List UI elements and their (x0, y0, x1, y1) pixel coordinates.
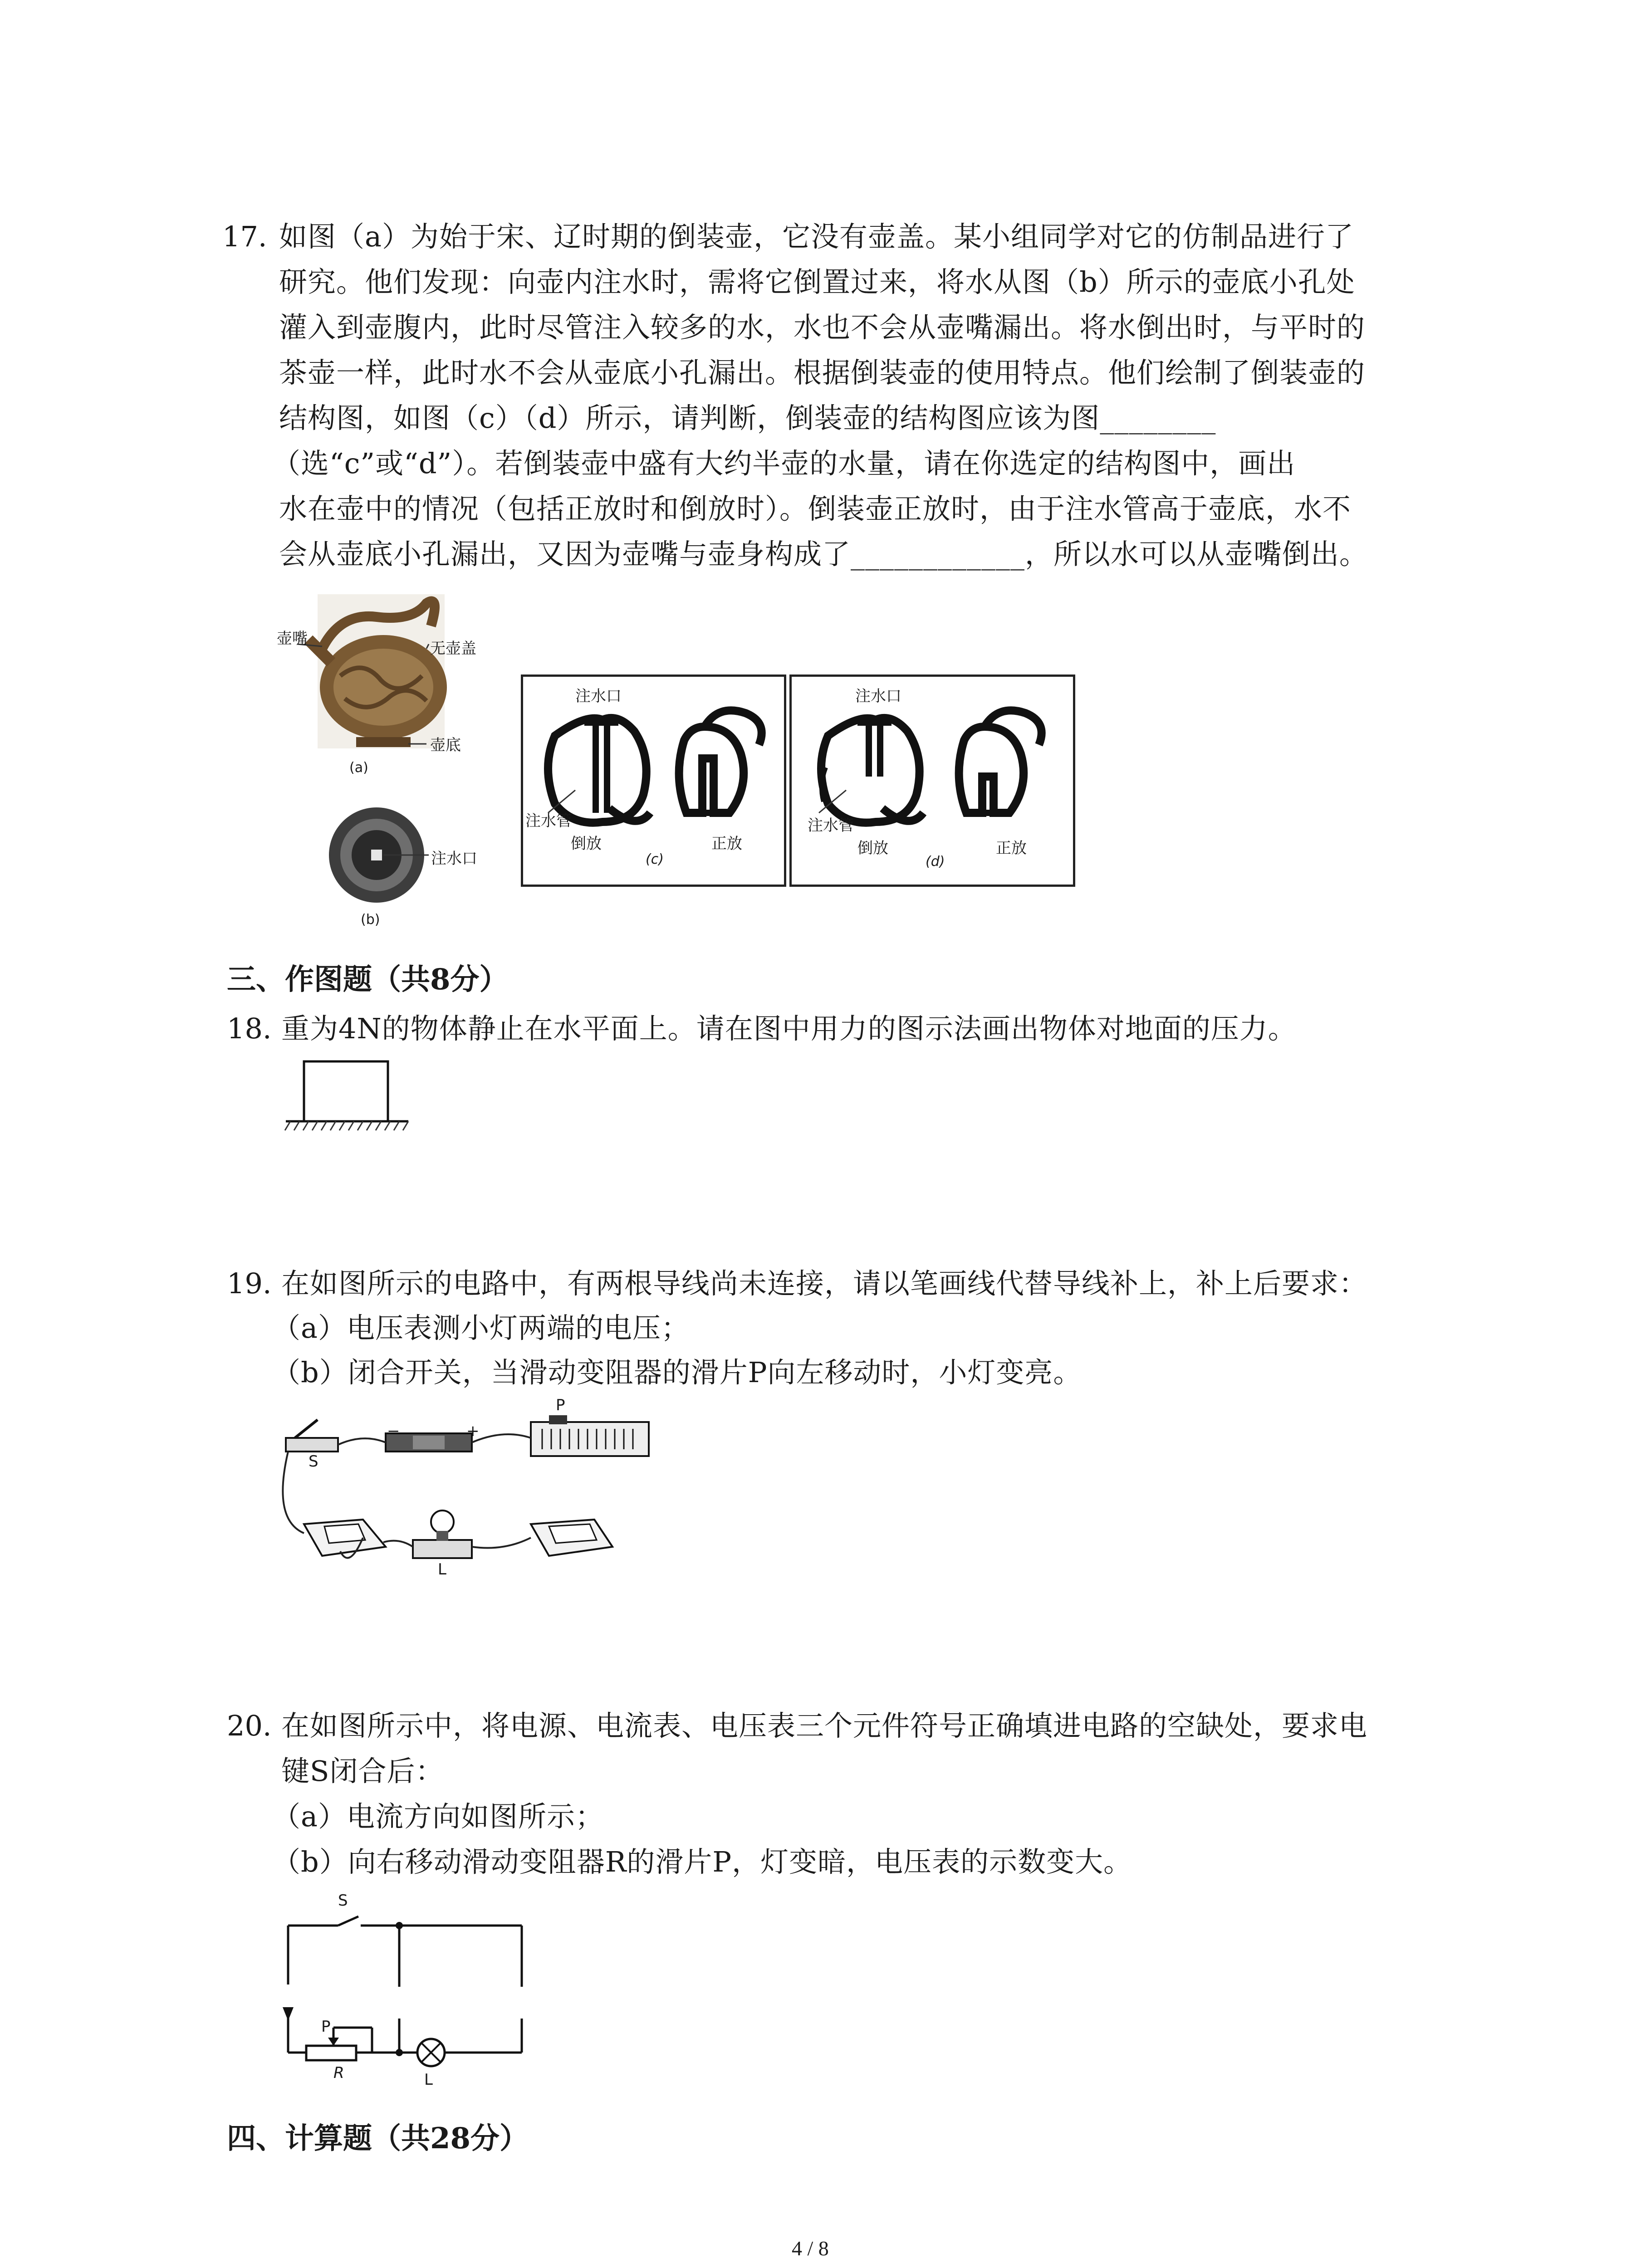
label-pipe: 注水管 (808, 816, 854, 835)
figure-circuit-photo (277, 1396, 662, 1592)
block-diagram (281, 1057, 417, 1134)
figure-a-teapot (277, 585, 513, 789)
figure-d (789, 675, 1075, 887)
label-inlet: 注水口 (855, 687, 901, 705)
label-upright: 正放 (711, 835, 742, 853)
label-rheostat: R (333, 2064, 344, 2082)
label-upright: 正放 (996, 839, 1027, 857)
question-text-line: 重为4N的物体静止在水平面上。请在图中用力的图示法画出物体对地面的压力。 (281, 1012, 1297, 1045)
caption-d: (d) (926, 854, 945, 870)
question-text-line: 结构图，如图（c）（d）所示，请判断，倒装壶的结构图应该为图________ (279, 401, 1216, 435)
caption-c: (c) (646, 851, 664, 867)
label-slider: P (556, 1396, 565, 1414)
question-text-line: 茶壶一样，此时水不会从壶底小孔漏出。根据倒装壶的使用特点。他们绘制了倒装壶的 (279, 356, 1366, 389)
label-slider: P (321, 2018, 331, 2036)
question-text-line: 水在壶中的情况（包括正放时和倒放时）。倒装壶正放时，由于注水管高于壶底，水不 (279, 492, 1352, 525)
question-number: 17. (222, 220, 267, 253)
label-battery-plus: + (466, 1422, 480, 1440)
label-battery-minus: − (387, 1422, 400, 1440)
label-bottom: 壶底 (430, 736, 461, 754)
question-text-line: （a）电压表测小灯两端的电压； (272, 1311, 690, 1344)
bottom-photo (318, 803, 436, 907)
label-upside-down: 倒放 (857, 839, 888, 857)
figure-c (521, 675, 786, 887)
label-pipe: 注水管 (525, 812, 572, 830)
caption-a: (a) (349, 760, 368, 776)
question-text-line: 在如图所示的电路中，有两根导线尚未连接，请以笔画线代替导线补上，补上后要求： (281, 1267, 1368, 1300)
question-text-line: （b）闭合开关，当滑动变阻器的滑片P向左移动时，小灯变亮。 (272, 1356, 1082, 1389)
caption-b: (b) (361, 912, 380, 928)
question-text-line: （b）向右移动滑动变阻器R的滑片P，灯变暗，电压表的示数变大。 (272, 1845, 1132, 1878)
label-upside-down: 倒放 (571, 835, 602, 853)
label-inlet: 注水口 (431, 850, 477, 868)
label-no-lid: 无壶盖 (430, 640, 476, 658)
question-text-line: （选“c”或“d”）。若倒装壶中盛有大约半壶的水量，请在你选定的结构图中，画出 (272, 447, 1296, 480)
question-text-line: 如图（a）为始于宋、辽时期的倒装壶，它没有壶盖。某小组同学对它的仿制品进行了 (279, 220, 1354, 253)
label-spout: 壶嘴 (277, 630, 308, 648)
circuit-schematic (277, 1896, 540, 2105)
section-heading: 三、作图题（共8分） (227, 963, 509, 997)
question-number: 20. (227, 1709, 272, 1742)
question-text-line: 在如图所示中，将电源、电流表、电压表三个元件符号正确填进电路的空缺处，要求电 (281, 1709, 1368, 1742)
figure-circuit-diagram (277, 1892, 540, 2105)
question-text-line: 研究。他们发现：向壶内注水时，需将它倒置过来，将水从图（b）所示的壶底小孔处 (279, 265, 1355, 298)
question-number: 19. (227, 1267, 272, 1300)
label-inlet: 注水口 (575, 687, 622, 705)
teapot-photo (277, 585, 513, 789)
figure-block-on-ground (281, 1057, 417, 1134)
question-text-line: （a）电流方向如图所示； (272, 1800, 604, 1833)
page-number: 4 / 8 (792, 2237, 829, 2260)
section-heading: 四、计算题（共28分） (227, 2121, 529, 2156)
question-text-line: 会从壶底小孔漏出，又因为壶嘴与壶身构成了____________，所以水可以从壶嘴倒出。 (279, 538, 1368, 571)
label-switch: S (309, 1452, 318, 1471)
question-text-line: 灌入到壶腹内，此时尽管注入较多的水，水也不会从壶嘴漏出。将水倒出时，与平时的 (279, 311, 1366, 344)
figure-b-bottom (318, 803, 508, 939)
label-lamp: L (438, 1560, 446, 1579)
question-text-line: 键S闭合后： (281, 1755, 444, 1788)
question-number: 18. (227, 1012, 272, 1045)
label-lamp: L (424, 2071, 433, 2089)
label-switch: S (338, 1892, 348, 1910)
